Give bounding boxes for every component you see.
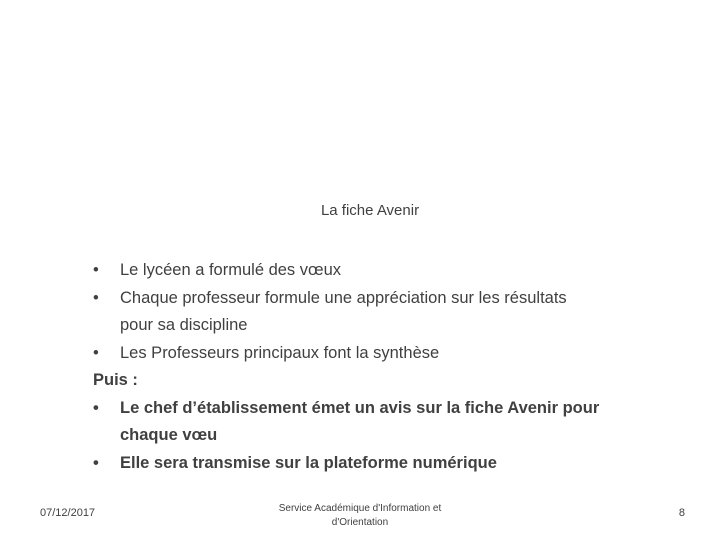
footer-date: 07/12/2017 [40, 507, 96, 519]
list-item-text: Les Professeurs principaux font la synthèse [120, 343, 440, 362]
list-item [93, 395, 653, 423]
bullet-icon: • [93, 398, 99, 417]
bullet-icon: • [93, 343, 99, 362]
list-item-text: Le lycéen a formulé des vœux [120, 261, 342, 279]
list-item-text: Chaque professeur formule une appréciation sur les résultats [120, 288, 567, 307]
bullet-icon: • [93, 288, 99, 307]
footer-organization-line: Service Académique d'Information et [278, 503, 442, 514]
list-item [93, 257, 653, 285]
page-number: 8 [678, 507, 685, 519]
list-item [93, 450, 653, 478]
list-item [93, 340, 653, 368]
list-item-continuation: pour sa discipline [120, 316, 248, 334]
footer-organization-line: d'Orientation [331, 517, 389, 528]
slide-content [93, 257, 653, 477]
list-item-text: Le chef d’établissement émet un avis sur la fiche Avenir pour [120, 398, 600, 417]
footer-organization [255, 502, 465, 530]
slide-title: La fiche Avenir [320, 202, 420, 219]
list-item [93, 285, 653, 313]
then-label: Puis : [93, 371, 138, 389]
bullet-icon: • [93, 261, 99, 279]
list-item-text: Elle sera transmise sur la plateforme numérique [120, 453, 497, 472]
list-item-continuation: chaque vœu [120, 426, 218, 444]
bullet-icon: • [93, 453, 99, 472]
